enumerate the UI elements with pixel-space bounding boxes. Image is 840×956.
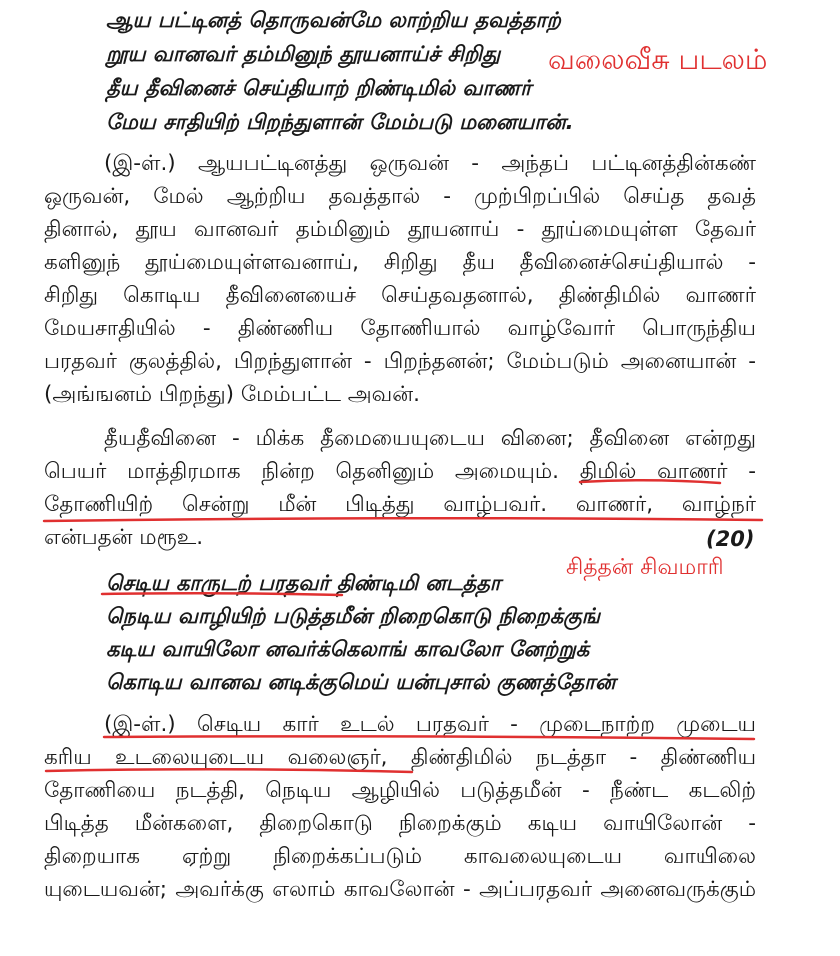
gloss-1-line: தினால், தூய வானவர் தம்மினும் தூயனாய் - தூய்மையுள்ள தேவர் [44, 217, 756, 242]
verse-2-line: கொடிய வானவ னடிக்குமெய் யன்புசால் குணத்தோன் [106, 670, 616, 694]
gloss-1-line: மேயசாதியில் - திண்ணிய தோணியால் வாழ்வோர் பொருந்திய [44, 316, 756, 341]
note-line: தீயதீவினை - மிக்க தீமையையுடைய வினை; தீவினை என்றது [104, 426, 756, 451]
verse-1-line: மேய சாதியிற் பிறந்துளான் மேம்படு மனையான். [106, 110, 574, 134]
underline-note-line [44, 518, 762, 521]
verse-2-line: செடிய காருடற் பரதவர் திண்டிமி னடத்தா [106, 571, 501, 595]
gloss-2-line: கரிய உடலையுடைய வலைஞர், திண்திமில் நடத்தா - திண்ணிய [44, 745, 756, 770]
gloss-2-line: தோணியை நடத்தி, நெடிய ஆழியில் படுத்தமீன் - நீண்ட கடலிற் [44, 778, 756, 803]
gloss-1-line: (இ-ள்.) ஆயபட்டினத்து ஒருவன் - அந்தப் பட்டினத்தின்கண் [104, 151, 756, 176]
gloss-1-line: களினுந் தூய்மையுள்ளவனாய், சிறிது தீய தீவினைச்செய்தியால் - [44, 250, 756, 275]
gloss-1-line: பரதவர் குலத்தில், பிறந்துளான் - பிறந்தனன்; மேம்படும் அனையான் - [44, 349, 756, 374]
verse-1-line: ஆய பட்டினத் தொருவன்மே லாற்றிய தவத்தாற் [106, 8, 561, 32]
gloss-1-line: (அங்ஙனம் பிறந்து) மேம்பட்ட அவன். [44, 382, 420, 407]
note-line: என்பதன் மரூஉ. [44, 525, 204, 550]
chapter-title-annotation: வலைவீசு படலம் [548, 43, 768, 76]
verse-2-line: கடிய வாயிலோ னவர்க்கெலாங் காவலோ னேற்றுக் [106, 637, 590, 661]
gloss-2-line: யுடையவன்; அவர்க்கு எலாம் காவலோன் - அப்பரதவர் அனைவருக்கும் [44, 877, 756, 902]
note-line: தோணியிற் சென்று மீன் பிடித்து வாழ்பவர். வாணர், வாழ்நர் [44, 492, 756, 517]
gloss-1-line: ஒருவன், மேல் ஆற்றிய தவத்தால் - முற்பிறப்பில் செய்த தவத் [44, 184, 756, 209]
saint-name-annotation: சித்தன் சிவமாரி [566, 555, 724, 580]
gloss-2-line: (இ-ள்.) செடிய கார் உடல் பரதவர் - முடைநாற்ற முடைய [104, 712, 756, 737]
verse-1-line: றூய வானவர் தம்மினுந் தூயனாய்ச் சிறிது [106, 42, 501, 66]
gloss-1-line: சிறிது கொடிய தீவினையைச் செய்தவதனால், திண்திமில் வாணர் [44, 283, 756, 308]
verse-2-line: நெடிய வாழியிற் படுத்தமீன் றிறைகொடு நிறைக்குங் [106, 604, 601, 628]
verse-1-line: தீய தீவினைச் செய்தியாற் றிண்டிமில் வாணர் [106, 76, 532, 100]
page-number: (20) [706, 527, 755, 551]
note-line: பெயர் மாத்திரமாக நின்ற தெனினும் அமையும். திமில் வாணர் - [44, 459, 756, 484]
gloss-2-line: திறையாக ஏற்று நிறைக்கப்படும் காவலையுடைய வாயிலை [44, 844, 756, 869]
gloss-2-line: பிடித்த மீன்களை, திறைகொடு நிறைக்கும் கடிய வாயிலோன் - [44, 811, 756, 836]
